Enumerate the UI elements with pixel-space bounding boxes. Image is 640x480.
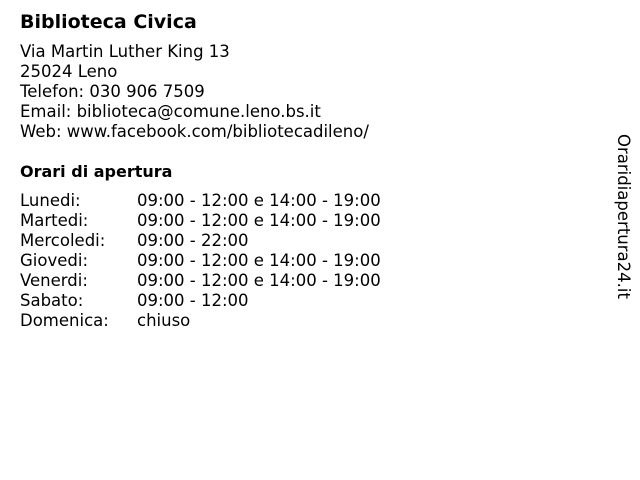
- library-info-card: [20, 10, 600, 331]
- email-line: Email: biblioteca@comune.leno.bs.it: [20, 102, 321, 121]
- time-value: 09:00 - 12:00: [137, 291, 249, 310]
- day-label: Venerdi:: [20, 271, 88, 290]
- opening-hours-table: [20, 191, 600, 331]
- city-line: 25024 Leno: [20, 62, 118, 81]
- hours-row-sunday: [20, 311, 600, 331]
- phone-line: Telefon: 030 906 7509: [20, 82, 205, 101]
- hours-row-thursday: [20, 251, 600, 271]
- time-value: chiuso: [137, 311, 191, 330]
- day-label: Giovedi:: [20, 251, 88, 270]
- time-value: 09:00 - 12:00 e 14:00 - 19:00: [137, 211, 381, 230]
- hours-row-wednesday: [20, 231, 600, 251]
- day-label: Domenica:: [20, 311, 109, 330]
- hours-row-tuesday: [20, 211, 600, 231]
- time-value: 09:00 - 12:00 e 14:00 - 19:00: [137, 271, 381, 290]
- day-label: Martedi:: [20, 211, 89, 230]
- hours-row-friday: [20, 271, 600, 291]
- street-address: Via Martin Luther King 13: [20, 42, 230, 61]
- day-label: Sabato:: [20, 291, 84, 310]
- hours-row-monday: [20, 191, 600, 211]
- web-line: Web: www.facebook.com/bibliotecadileno/: [20, 122, 369, 141]
- watermark-text: Oraridiapertura24.it: [614, 134, 633, 299]
- time-value: 09:00 - 12:00 e 14:00 - 19:00: [137, 191, 381, 210]
- opening-hours-heading: Orari di apertura: [20, 162, 173, 181]
- day-label: Mercoledi:: [20, 231, 106, 250]
- day-label: Lunedi:: [20, 191, 81, 210]
- library-title: Biblioteca Civica: [20, 11, 197, 33]
- address-block: [20, 42, 600, 142]
- site-watermark: [612, 134, 636, 310]
- time-value: 09:00 - 12:00 e 14:00 - 19:00: [137, 251, 381, 270]
- time-value: 09:00 - 22:00: [137, 231, 249, 250]
- hours-row-saturday: [20, 291, 600, 311]
